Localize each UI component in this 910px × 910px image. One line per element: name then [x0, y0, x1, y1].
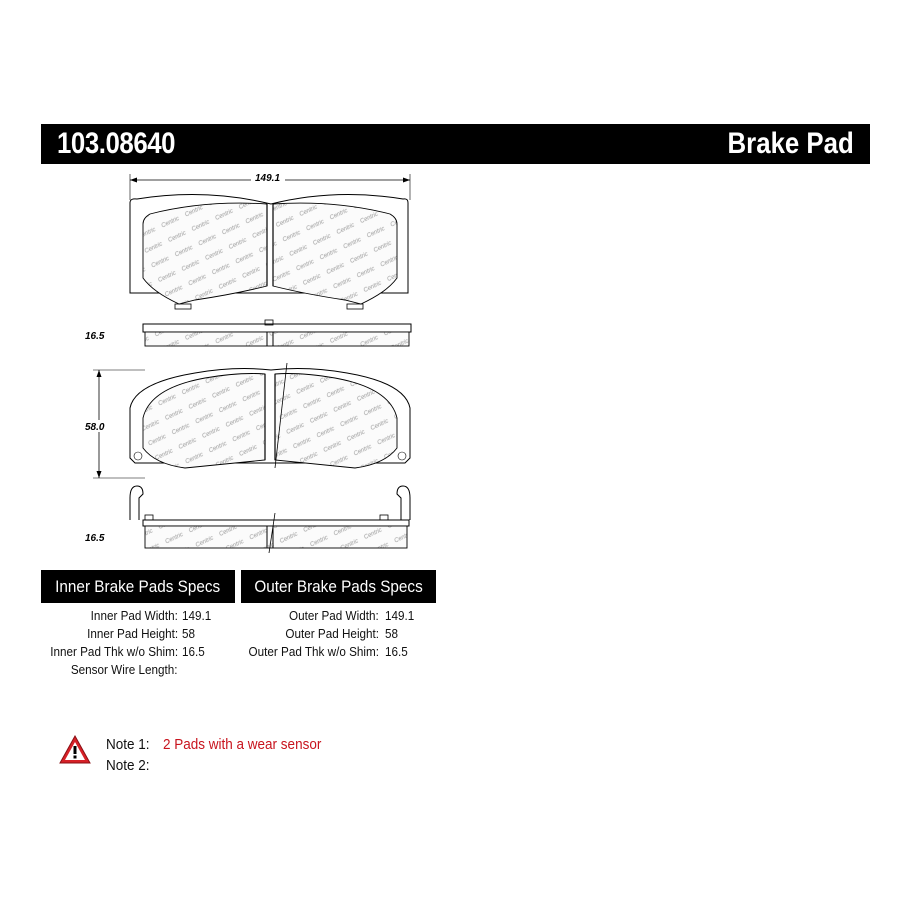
- brake-pad-drawing: [75, 168, 435, 560]
- inner-spec-value: 58: [182, 626, 196, 641]
- outer-specs-header: [241, 570, 436, 603]
- inner-pad-side-view: [85, 320, 411, 346]
- outer-spec-row: [240, 607, 379, 624]
- height-dimension: [83, 370, 145, 478]
- note-1-label: Note 1:: [106, 736, 150, 753]
- note-1-text: 2 Pads with a wear sensor: [163, 736, 322, 753]
- product-type: Brake Pad: [727, 127, 854, 160]
- outer-spec-label: Outer Pad Thk w/o Shim:: [248, 644, 379, 659]
- inner-spec-label: Inner Pad Thk w/o Shim:: [50, 644, 178, 659]
- note-2-label: Note 2:: [106, 757, 150, 774]
- inner-spec-label: Inner Pad Height:: [86, 626, 178, 641]
- outer-pad-side-view: [85, 486, 410, 553]
- outer-pad-front-view: [130, 363, 410, 468]
- inner-spec-row: [40, 661, 178, 678]
- dim-width-label: 149.1: [255, 173, 281, 184]
- part-number: 103.08640: [57, 127, 176, 160]
- outer-spec-label: Outer Pad Width:: [289, 608, 379, 623]
- inner-specs-title: Inner Brake Pads Specs: [55, 577, 221, 596]
- outer-spec-label: Outer Pad Height:: [285, 626, 379, 641]
- inner-spec-label: Sensor Wire Length:: [71, 662, 178, 677]
- inner-spec-row: [40, 625, 178, 642]
- header-bar: [41, 124, 870, 164]
- inner-specs-header: [41, 570, 235, 603]
- warning-triangle-icon: [59, 735, 91, 765]
- outer-spec-row: [240, 643, 379, 660]
- width-dimension: [130, 171, 410, 200]
- inner-pad-front-view: [130, 195, 408, 309]
- inner-spec-row: [40, 607, 178, 624]
- outer-specs-title: Outer Brake Pads Specs: [254, 577, 423, 596]
- outer-spec-value: 16.5: [385, 644, 408, 659]
- outer-spec-row: [240, 625, 379, 642]
- inner-spec-value: 16.5: [182, 644, 205, 659]
- inner-spec-label: Inner Pad Width:: [90, 608, 178, 623]
- outer-spec-value: 58: [385, 626, 399, 641]
- inner-spec-row: [40, 643, 178, 660]
- dim-thickness-bottom-label: 16.5: [85, 533, 105, 544]
- inner-spec-value: 149.1: [182, 608, 212, 623]
- dim-thickness-top-label: 16.5: [85, 331, 105, 342]
- dim-height-label: 58.0: [85, 422, 105, 433]
- outer-spec-value: 149.1: [385, 608, 415, 623]
